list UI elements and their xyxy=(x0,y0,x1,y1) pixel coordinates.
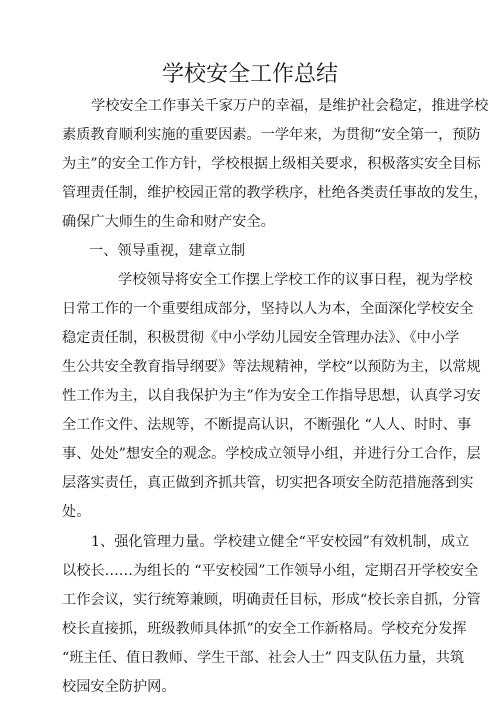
paragraph-line: 处。 xyxy=(62,504,91,520)
document-title: 学校安全工作总结 xyxy=(161,62,338,87)
paragraph-line: 以校长……为组长的 “平安校园”工作领导小组，定期召开学校安全 xyxy=(62,563,479,579)
paragraph-line: 素质教育顺利实施的重要因素。一学年来，为贯彻“安全第一，预防 xyxy=(62,127,481,143)
paragraph-line: 事、处处”想安全的观念。学校成立领导小组，并进行分工合作，层 xyxy=(62,446,481,462)
paragraph-line: “班主任、值日教师、学生干部、社会人士” 四支队伍力量，共筑 xyxy=(62,650,465,666)
paragraph-line: 稳定责任制，积极贯彻《中小学幼儿园安全管理办法》、《中小学 xyxy=(62,330,460,346)
paragraph-line: 管理责任制，维护校园正常的教学秩序，杜绝各类责任事故的发生， xyxy=(62,185,488,201)
paragraph-line: 生公共安全教育指导纲要》等法规精神，学校“以预防为主，以常规 xyxy=(62,359,481,375)
paragraph-line: 全工作文件、法规等，不断提高认识，不断强化 “人人、时时、事 xyxy=(62,417,472,433)
paragraph-line: 确保广大师生的生命和财产安全。 xyxy=(62,214,275,230)
paragraph-line: 1、强化管理力量。学校建立健全“平安校园”有效机制，成立 xyxy=(91,534,470,550)
paragraph-line: 为主”的安全工作方针，学校根据上级相关要求，积极落实安全目标 xyxy=(62,156,481,172)
paragraph-line: 层落实责任，真正做到齐抓共管，切实把各项安全防范措施落到实 xyxy=(62,475,474,491)
paragraph-line: 工作会议，实行统筹兼顾，明确责任目标，形成“校长亲自抓，分管 xyxy=(62,592,481,608)
paragraph-line: 学校安全工作事关千家万户的幸福，是维护社会稳定，推进学校 xyxy=(91,98,489,114)
paragraph-line: 性工作为主，以自我保护为主”作为安全工作指导思想，认真学习安 xyxy=(62,388,481,404)
paragraph-line: 校园安全防护网。 xyxy=(62,679,176,695)
paragraph-line: 日常工作的一个重要组成部分，坚持以人为本，全面深化学校安全 xyxy=(62,301,474,317)
paragraph-line: 学校领导将安全工作摆上学校工作的议事日程，视为学校 xyxy=(118,272,473,288)
paragraph-line: 校长直接抓，班级教师具体抓”的安全工作新格局。学校充分发挥 xyxy=(62,621,467,637)
section-heading: 一、领导重视，建章立制 xyxy=(89,243,246,259)
